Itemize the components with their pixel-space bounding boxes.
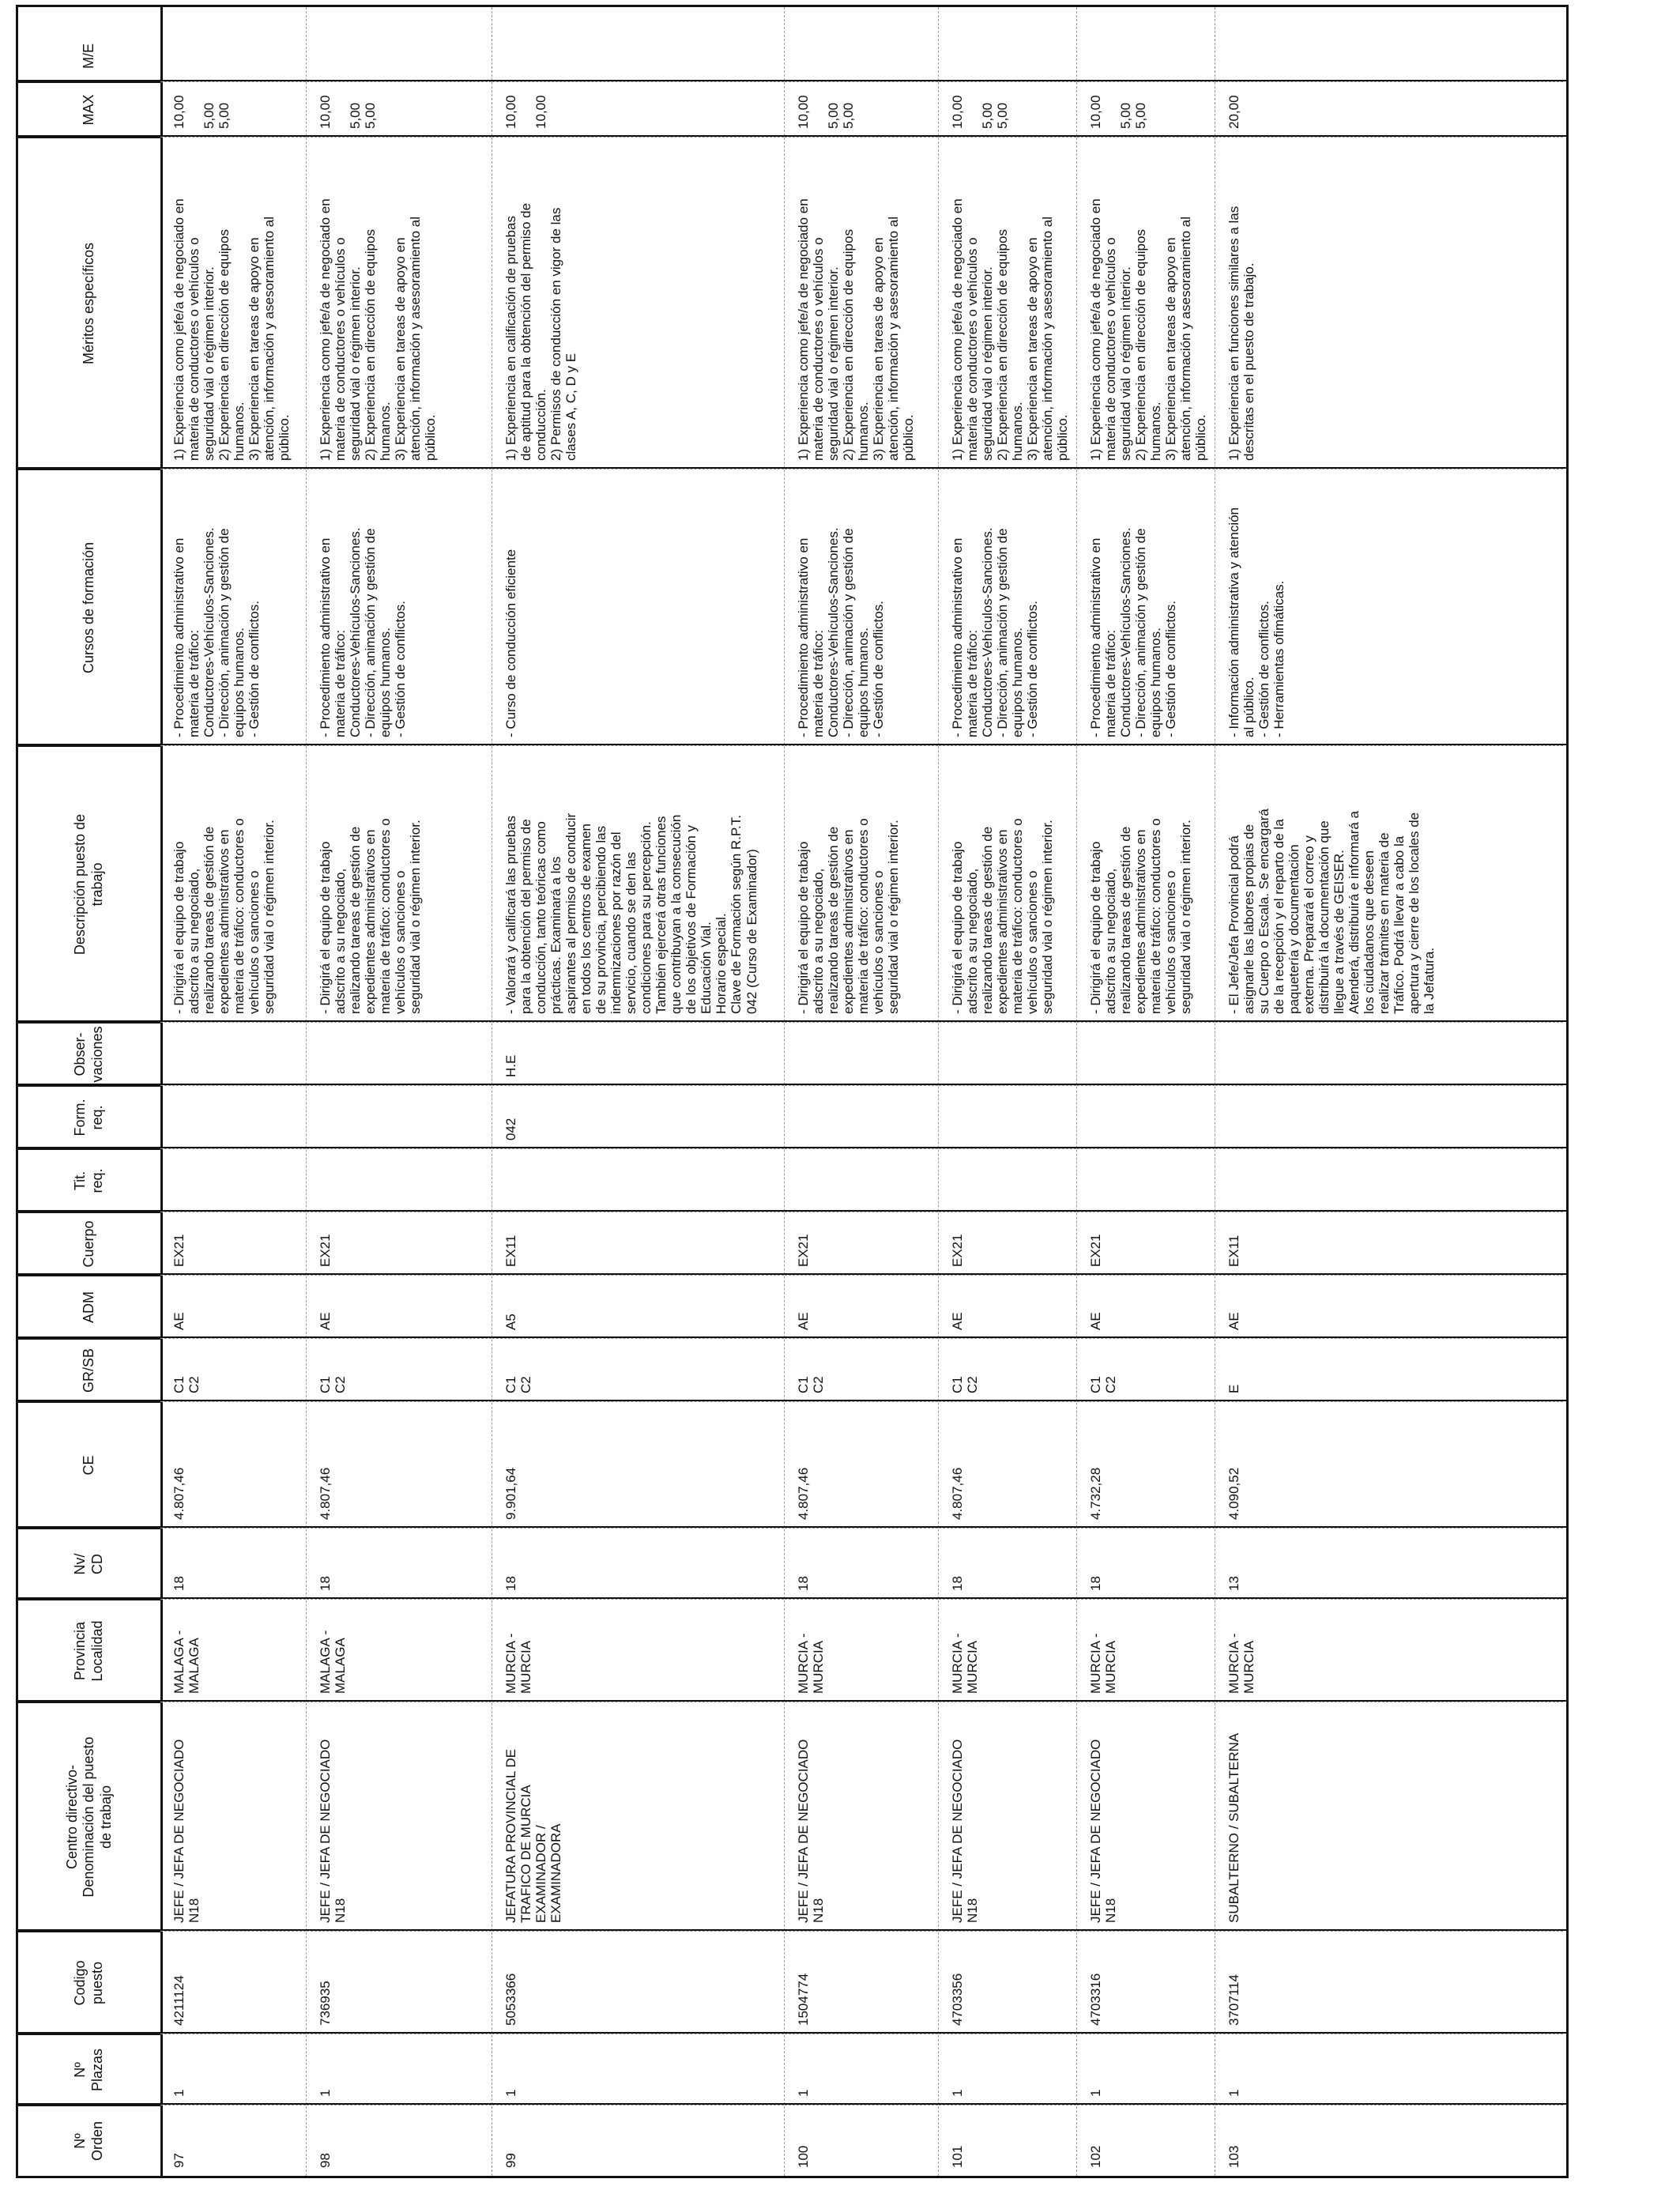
cell-obs [307,1022,492,1085]
cell-cuerpo: EX11 [1215,1212,1563,1275]
column-divider [18,2032,1566,2034]
header-ce: CE [18,1401,160,1528]
cell-max: 10,00 10,00 [492,81,784,137]
cell-max: 20,00 [1215,81,1563,137]
job-positions-table [16,5,1569,2178]
cell-descripcion: - Dirigirá el equipo de trabajo adscrito a su negociado, realizando tareas de gestión de expedientes administrativos en materia de tráfico: conductores o vehículos o sanciones o seguridad vial o régimen interior. [939,745,1076,1022]
cell-me [160,31,306,81]
cell-orden: 101 [939,2105,1076,2176]
cell-descripcion: - Dirigirá el equipo de trabajo adscrito a su negociado, realizando tareas de gestión de expedientes administrativos en materia de tráfico: conductores o vehículos o sanciones o seguridad vial o régimen interior. [160,745,306,1022]
cell-me [1077,31,1215,81]
header-meritos: Méritos específicos [18,137,160,469]
column-divider [18,1526,1566,1528]
cell-ce: 9.901,64 [492,1401,784,1528]
cell-nivel: 18 [492,1528,784,1599]
cell-provincia: MURCIA - MURCIA [1215,1599,1563,1702]
cell-obs [1077,1022,1215,1085]
column-divider [18,1597,1566,1599]
cell-adm: AE [939,1275,1076,1338]
cell-nivel: 18 [307,1528,492,1599]
cell-meritos: 1) Experiencia como jefe/a de negociado en materia de conductores o vehículos o seguridad vial o régimen interior. 2) Experiencia en dirección de equipos humanos. 3) Experiencia en tareas de apoyo en atención, información y asesoramiento al público. [939,137,1076,469]
cell-cursos: - Procedimiento administrativo en materia de tráfico: Conductores-Vehículos-Sanciones. - Dirección, animación y gestión de equipos humanos. - Gestión de conflictos. [1077,469,1215,745]
cell-ce: 4.807,46 [160,1401,306,1528]
cell-descripcion: - Dirigirá el equipo de trabajo adscrito a su negociado, realizando tareas de gestión de expedientes administrativos en materia de tráfico: conductores o vehículos o sanciones o seguridad vial o régimen interior. [307,745,492,1022]
cell-codigo: 4211124 [160,1931,306,2034]
cell-cursos: - Información administrativa y atención al público. - Gestión de conflictos. - Herramientas ofimáticas. [1215,469,1563,745]
cell-centro: JEFE / JEFA DE NEGOCIADO N18 [785,1702,938,1931]
cell-grsb: C1 C2 [785,1338,938,1401]
cell-descripcion: - Valorará y calificará las pruebas para la obtención del permiso de conducción, tanto teóricas como prácticas. Examinará a los aspirantes al permiso de conducir en todos los centros de examen de su provincia, percibiendo las indemnizaciones por razón del servicio, cuando se den las condiciones para su percepción. También ejercerá otras funciones que contribuyan a la consecución de los objetivos de Formación y Educación Vial. Horario especial. Clave de Formación según R.P.T. 042 (Curso de Examinador) [492,745,784,1022]
column-divider [18,467,1566,469]
column-divider [18,1147,1566,1148]
cell-nivel: 13 [1215,1528,1563,1599]
cell-plazas: 1 [1077,2034,1215,2105]
cell-meritos: 1) Experiencia como jefe/a de negociado en materia de conductores o vehículos o seguridad vial o régimen interior. 2) Experiencia en dirección de equipos humanos. 3) Experiencia en tareas de apoyo en atención, información y asesoramiento al público. [785,137,938,469]
column-divider [18,2103,1566,2105]
cell-orden: 97 [160,2105,306,2176]
cell-tit [785,1148,938,1212]
cell-centro: JEFE / JEFA DE NEGOCIADO N18 [939,1702,1076,1931]
cell-me [785,31,938,81]
cell-grsb: C1 C2 [939,1338,1076,1401]
cell-max: 10,00 5,00 5,00 [939,81,1076,137]
cell-tit [1077,1148,1215,1212]
cell-meritos: 1) Experiencia en funciones similares a las descritas en el puesto de trabajo. [1215,137,1563,469]
header-max: MAX [18,81,160,137]
header-obs: Obser- vaciones [18,1022,160,1085]
cell-adm: AE [1077,1275,1215,1338]
cell-ce: 4.807,46 [307,1401,492,1528]
cell-codigo: 736935 [307,1931,492,2034]
cell-cuerpo: EX11 [492,1212,784,1275]
column-divider [18,135,1566,137]
cell-nivel: 18 [939,1528,1076,1599]
cell-centro: JEFE / JEFA DE NEGOCIADO N18 [160,1702,306,1931]
column-divider [18,80,1566,81]
cell-grsb: C1 C2 [160,1338,306,1401]
cell-provincia: MURCIA - MURCIA [1077,1599,1215,1702]
cell-plazas: 1 [939,2034,1076,2105]
cell-centro: SUBALTERNO / SUBALTERNA [1215,1702,1563,1931]
cell-nivel: 18 [1077,1528,1215,1599]
cell-obs [785,1022,938,1085]
cell-obs: H.E [492,1022,784,1085]
column-divider [18,1336,1566,1338]
cell-codigo: 1504774 [785,1931,938,2034]
header-cuerpo: Cuerpo [18,1212,160,1275]
cell-grsb: E [1215,1338,1563,1401]
header-me: M/E [81,43,97,70]
cell-grsb: C1 C2 [307,1338,492,1401]
cell-cursos: - Procedimiento administrativo en materia de tráfico: Conductores-Vehículos-Sanciones. - Dirección, animación y gestión de equipos humanos. - Gestión de conflictos. [939,469,1076,745]
header-descripcion: Descripción puesto de trabajo [18,745,160,1022]
cell-cursos: - Procedimiento administrativo en materia de tráfico: Conductores-Vehículos-Sanciones. - Dirección, animación y gestión de equipos humanos. - Gestión de conflictos. [307,469,492,745]
cell-provincia: MURCIA - MURCIA [492,1599,784,1702]
cell-codigo: 5053366 [492,1931,784,2034]
header-provincia: Provincia Localidad [18,1599,160,1702]
cell-cuerpo: EX21 [160,1212,306,1275]
cell-obs [1215,1022,1563,1085]
cell-cuerpo: EX21 [785,1212,938,1275]
cell-centro: JEFE / JEFA DE NEGOCIADO N18 [1077,1702,1215,1931]
cell-form [939,1085,1076,1148]
cell-plazas: 1 [160,2034,306,2105]
cell-meritos: 1) Experiencia como jefe/a de negociado en materia de conductores o vehículos o seguridad vial o régimen interior. 2) Experiencia en dirección de equipos humanos. 3) Experiencia en tareas de apoyo en atención, información y asesoramiento al público. [307,137,492,469]
header-plazas: Nº Plazas [18,2034,160,2105]
header-form: Form. req. [18,1085,160,1148]
cell-tit [492,1148,784,1212]
cell-provincia: MURCIA - MURCIA [785,1599,938,1702]
cell-form [1077,1085,1215,1148]
cell-me [492,31,784,81]
header-tit: Tit. req. [18,1148,160,1212]
cell-adm: AE [785,1275,938,1338]
cell-nivel: 18 [785,1528,938,1599]
cell-orden: 98 [307,2105,492,2176]
header-centro: Centro directivo- Denominación del puesto de trabajo [18,1702,160,1931]
header-nivel: Nv/ CD [18,1528,160,1599]
table-body [160,7,1566,2176]
cell-cursos: - Procedimiento administrativo en materia de tráfico: Conductores-Vehículos-Sanciones. - Dirección, animación y gestión de equipos humanos. - Gestión de conflictos. [785,469,938,745]
cell-me [307,31,492,81]
cell-ce: 4.732,28 [1077,1401,1215,1528]
cell-provincia: MURCIA - MURCIA [939,1599,1076,1702]
table-row [939,7,1077,2176]
cell-meritos: 1) Experiencia como jefe/a de negociado en materia de conductores o vehículos o seguridad vial o régimen interior. 2) Experiencia en dirección de equipos humanos. 3) Experiencia en tareas de apoyo en atención, información y asesoramiento al público. [1077,137,1215,469]
cell-plazas: 1 [492,2034,784,2105]
cell-cuerpo: EX21 [307,1212,492,1275]
cell-ce: 4.807,46 [785,1401,938,1528]
cell-adm: AE [1215,1275,1563,1338]
header-orden: Nº Orden [18,2105,160,2176]
cell-plazas: 1 [307,2034,492,2105]
cell-me [939,31,1076,81]
column-divider [18,1700,1566,1702]
cell-cuerpo: EX21 [939,1212,1076,1275]
cell-orden: 99 [492,2105,784,2176]
table-row [785,7,939,2176]
column-divider [18,1020,1566,1022]
column-divider [18,1210,1566,1212]
column-divider [18,1400,1566,1401]
cell-form [307,1085,492,1148]
cell-descripcion: - El Jefe/Jefa Provincial podrá asignarle las labores propias de su Cuerpo o Escala. Se encargará de la recepción y el reparto de la paquetería y documentación externa. Preparará el correo y distribuirá la documentación que llegue a través de GEISER. Atenderá, distribuirá e informará a los ciudadanos que deseen realizar trámites en materia de Tráfico. Podrá llevar a cabo la apertura y cierre de los locales de la Jefatura. [1215,745,1563,1022]
cell-descripcion: - Dirigirá el equipo de trabajo adscrito a su negociado, realizando tareas de gestión de expedientes administrativos en materia de tráfico: conductores o vehículos o sanciones o seguridad vial o régimen interior. [1077,745,1215,1022]
cell-tit [160,1148,306,1212]
table-row [160,7,307,2176]
cell-descripcion: - Dirigirá el equipo de trabajo adscrito a su negociado, realizando tareas de gestión de expedientes administrativos en materia de tráfico: conductores o vehículos o sanciones o seguridad vial o régimen interior. [785,745,938,1022]
cell-cursos: - Procedimiento administrativo en materia de tráfico: Conductores-Vehículos-Sanciones. - Dirección, animación y gestión de equipos humanos. - Gestión de conflictos. [160,469,306,745]
cell-orden: 103 [1215,2105,1563,2176]
cell-orden: 102 [1077,2105,1215,2176]
cell-codigo: 3707114 [1215,1931,1563,2034]
cell-adm: AE [160,1275,306,1338]
cell-ce: 4.807,46 [939,1401,1076,1528]
column-divider [18,1273,1566,1275]
cell-form: 042 [492,1085,784,1148]
table-row [492,7,785,2176]
column-divider [18,1084,1566,1085]
table-header [18,7,163,2176]
cell-provincia: MALAGA - MALAGA [307,1599,492,1702]
cell-adm: AE [307,1275,492,1338]
cell-max: 10,00 5,00 5,00 [160,81,306,137]
cell-meritos: 1) Experiencia como jefe/a de negociado en materia de conductores o vehículos o seguridad vial o régimen interior. 2) Experiencia en dirección de equipos humanos. 3) Experiencia en tareas de apoyo en atención, información y asesoramiento al público. [160,137,306,469]
cell-adm: A5 [492,1275,784,1338]
header-grsb: GR/SB [18,1338,160,1401]
cell-max: 10,00 5,00 5,00 [1077,81,1215,137]
cell-me [1215,31,1563,81]
header-adm: ADM [18,1275,160,1338]
header-cursos: Cursos de formación [18,469,160,745]
cell-meritos: 1) Experiencia en calificación de pruebas de aptitud para la obtención del permiso de conducción. 2) Permisos de conducción en vigor de las clases A, C, D y E [492,137,784,469]
cell-form [1215,1085,1563,1148]
cell-grsb: C1 C2 [492,1338,784,1401]
cell-orden: 100 [785,2105,938,2176]
cell-tit [307,1148,492,1212]
cell-grsb: C1 C2 [1077,1338,1215,1401]
cell-max: 10,00 5,00 5,00 [307,81,492,137]
cell-centro: JEFE / JEFA DE NEGOCIADO N18 [307,1702,492,1931]
cell-nivel: 18 [160,1528,306,1599]
table-row [1215,7,1563,2176]
cell-tit [939,1148,1076,1212]
cell-form [160,1085,306,1148]
cell-provincia: MALAGA - MALAGA [160,1599,306,1702]
cell-tit [1215,1148,1563,1212]
column-divider [18,1929,1566,1931]
cell-centro: JEFATURA PROVINCIAL DE TRAFICO DE MURCIA EXAMINADOR / EXAMINADORA [492,1702,784,1931]
header-codigo: Codigo puesto [18,1931,160,2034]
cell-plazas: 1 [785,2034,938,2105]
cell-obs [160,1022,306,1085]
table-row [307,7,492,2176]
cell-codigo: 4703316 [1077,1931,1215,2034]
cell-form [785,1085,938,1148]
column-divider [18,744,1566,745]
cell-cursos: - Curso de conducción eficiente [492,469,784,745]
cell-ce: 4.090,52 [1215,1401,1563,1528]
cell-plazas: 1 [1215,2034,1563,2105]
cell-cuerpo: EX21 [1077,1212,1215,1275]
cell-codigo: 4703356 [939,1931,1076,2034]
table-row [1077,7,1215,2176]
cell-obs [939,1022,1076,1085]
cell-max: 10,00 5,00 5,00 [785,81,938,137]
